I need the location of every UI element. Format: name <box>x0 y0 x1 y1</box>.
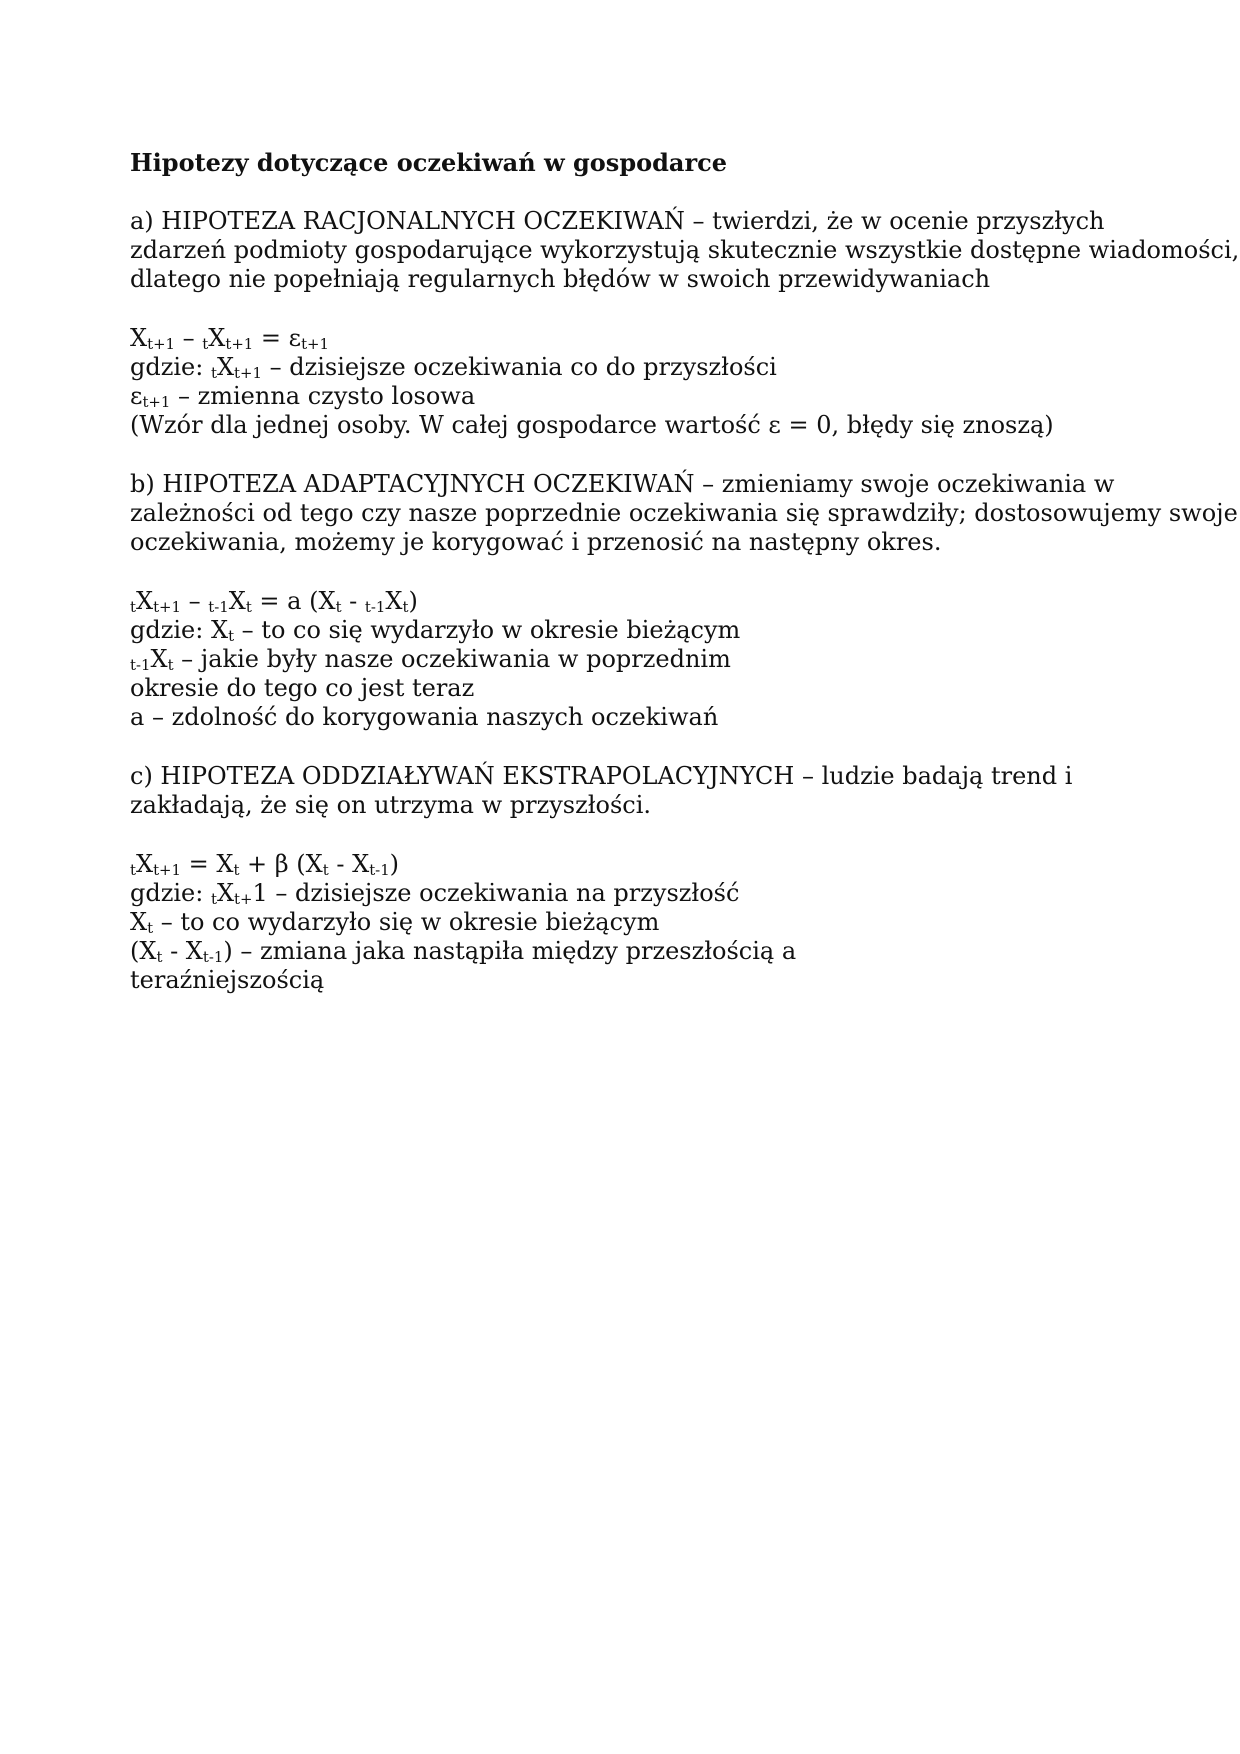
section-c-where-line-3: $(X_t - X_{t-1})$ – zmiana jaka nastąpiła między przeszłością a <box>130 937 797 966</box>
section-a-where-line-1: gdzie: $_tX_{t+1}$ – dzisiejsze oczekiwania co do przyszłości <box>130 353 777 382</box>
section-b-intro-line-1: b) HIPOTEZA ADAPTACYJNYCH OCZEKIWAŃ – zmieniamy swoje oczekiwania w <box>130 470 1115 498</box>
section-b-formula: $_tX_{t+1} - _{t-1}X_t = a$ $(X_t - _{t-1}X_t)$ <box>130 587 418 616</box>
section-c-intro <box>130 762 1120 820</box>
section-c <box>130 762 1120 995</box>
section-b-intro-line-3: oczekiwania, możemy je korygować i przenosić na następny okres. <box>130 528 942 556</box>
section-a-formula-block <box>130 324 1120 440</box>
section-a-intro-line-3: dlatego nie popełniają regularnych błędów w swoich przewidywaniach <box>130 265 991 293</box>
section-a-note: (Wzór dla jednej osoby. W całej gospodarce wartość ε = 0, błędy się znoszą) <box>130 411 1054 439</box>
section-b-where-line-2: $_{t-1}X_t$ – jakie były nasze oczekiwania w poprzednim <box>130 645 731 674</box>
section-a-intro-line-2: zdarzeń podmioty gospodarujące wykorzystują skutecznie wszystkie dostępne wiadomości, <box>130 236 1240 264</box>
section-c-where-line-1: gdzie: $_tX_{t+}1$ – dzisiejsze oczekiwania na przyszłość <box>130 879 740 908</box>
section-b-formula-block <box>130 587 1120 732</box>
document-title: Hipotezy dotyczące oczekiwań w gospodarce <box>130 148 727 177</box>
section-b-where-line-4: a – zdolność do korygowania naszych oczekiwań <box>130 703 719 731</box>
section-c-intro-line-1: c) HIPOTEZA ODDZIAŁYWAŃ EKSTRAPOLACYJNYCH – ludzie badają trend i <box>130 762 1073 790</box>
section-b-where-line-3: okresie do tego co jest teraz <box>130 674 475 702</box>
section-c-intro-line-2: zakładają, że się on utrzyma w przyszłości. <box>130 791 652 819</box>
section-c-where-line-4: teraźniejszością <box>130 966 325 994</box>
section-a <box>130 207 1240 440</box>
section-b-intro-line-2: zależności od tego czy nasze poprzednie oczekiwania się sprawdziły; dostosowujemy swoje <box>130 499 1238 527</box>
section-b <box>130 470 1238 732</box>
section-c-formula: $_tX_{t+1} = X_t + \beta$ $(X_t - X_{t-1})$ <box>130 850 400 879</box>
section-c-formula-block <box>130 850 1120 995</box>
section-b-where-line-1: gdzie: $X_t$ – to co się wydarzyło w okresie bieżącym <box>130 616 741 645</box>
section-a-intro-line-1: a) HIPOTEZA RACJONALNYCH OCZEKIWAŃ – twierdzi, że w ocenie przyszłych <box>130 207 1105 235</box>
section-a-intro <box>130 207 1240 294</box>
section-c-where-line-2: $X_t$ – to co wydarzyło się w okresie bieżącym <box>130 908 660 937</box>
section-b-intro <box>130 470 1238 557</box>
section-a-where-line-2: $\varepsilon_{t+1}$ – zmienna czysto losowa <box>130 382 476 411</box>
section-a-formula: $X_{t+1} - _tX_{t+1} = \varepsilon_{t+1}$ <box>130 324 329 353</box>
